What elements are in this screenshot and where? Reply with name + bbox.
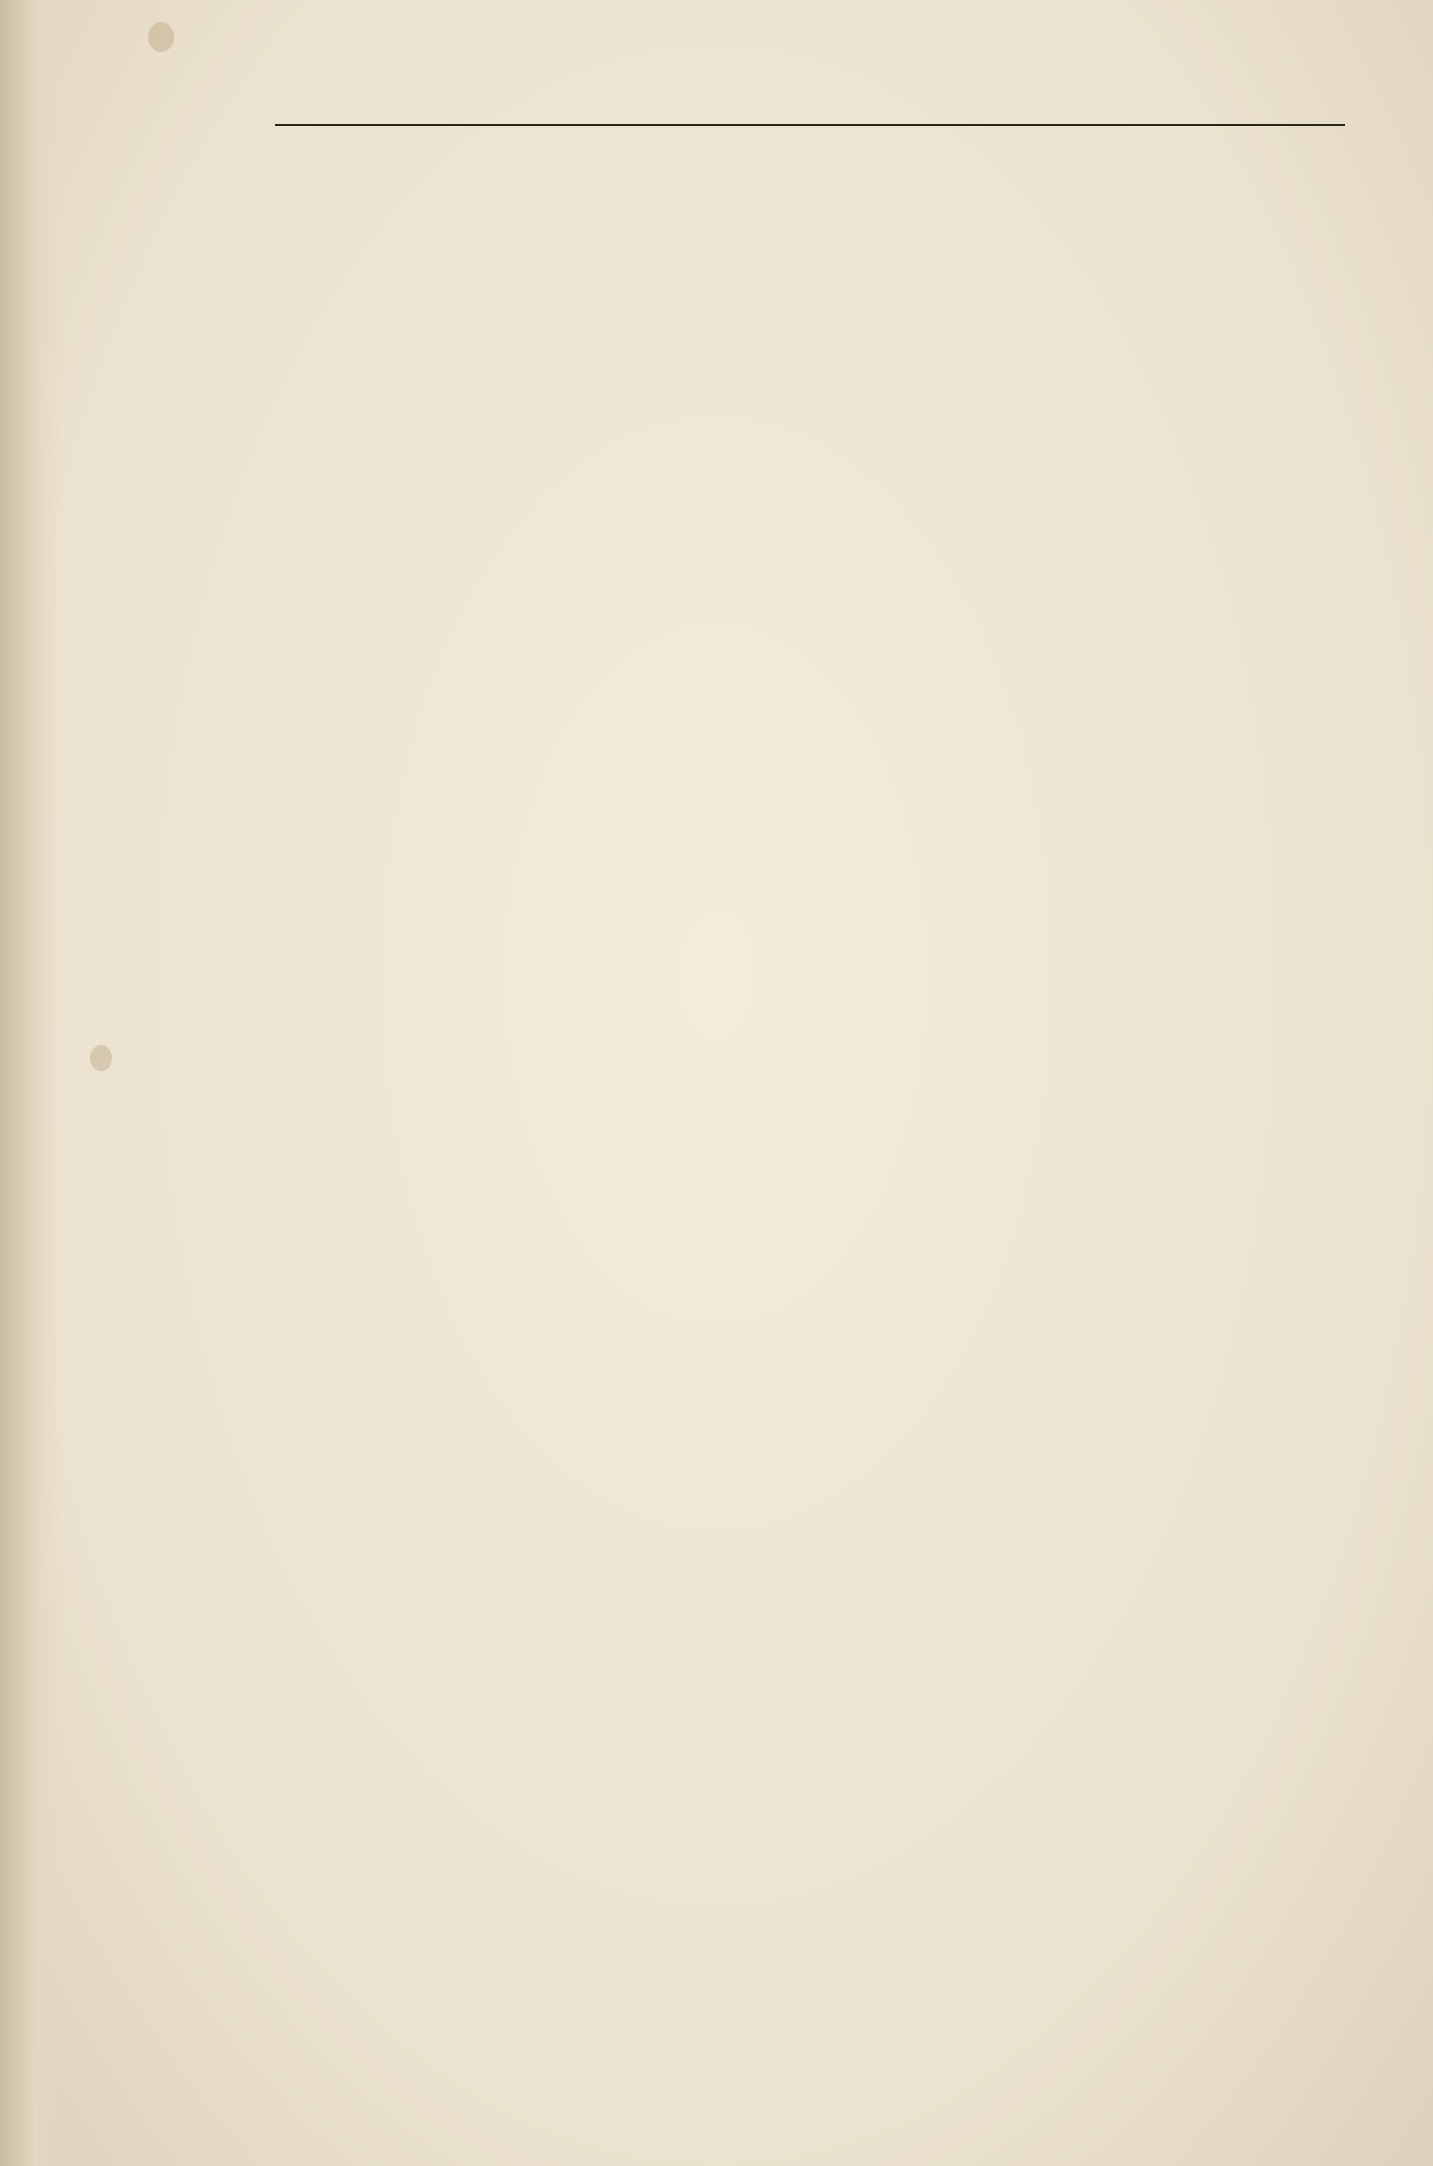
paper-stain — [148, 22, 174, 52]
paper-stain — [90, 1045, 112, 1071]
page-content — [285, 140, 1365, 202]
page-gutter-shadow — [0, 0, 60, 2166]
page-header — [275, 78, 1345, 126]
